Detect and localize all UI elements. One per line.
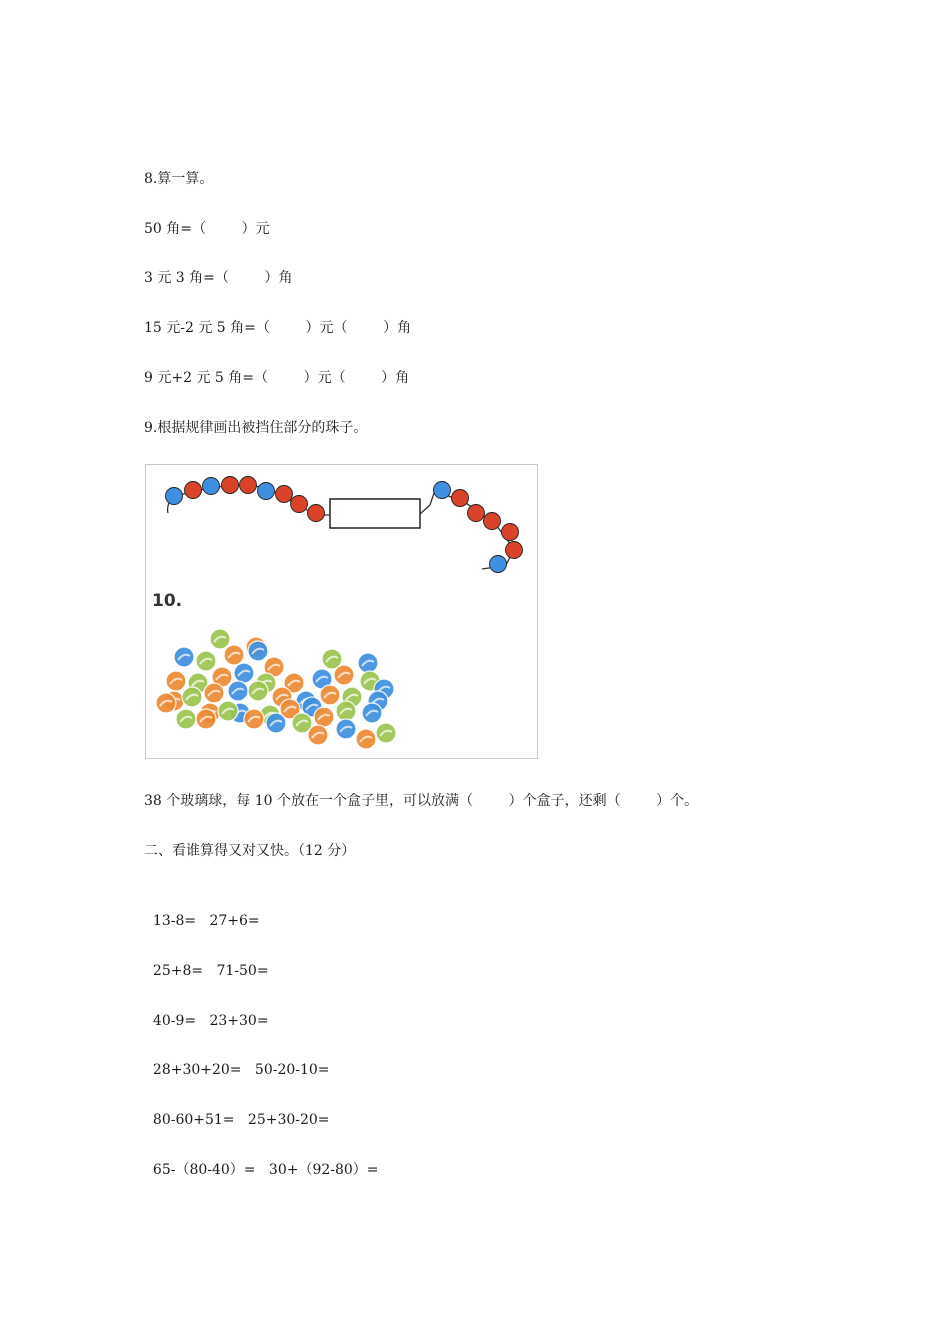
- orange-marble: [308, 725, 328, 745]
- orange-marble: [196, 709, 216, 729]
- red-bead: [468, 505, 485, 522]
- orange-marble: [356, 729, 376, 749]
- blue-marble: [234, 663, 254, 683]
- orange-marble: [244, 709, 264, 729]
- q8-line-1: 50 角=（ ）元: [144, 221, 270, 237]
- red-bead: [222, 477, 239, 494]
- q8-line-4: 9 元+2 元 5 角=（ ）元（ ）角: [144, 370, 410, 386]
- calc-expr: 30+（92-80）=: [268, 1162, 379, 1178]
- red-bead: [240, 477, 257, 494]
- calc-row-6: [144, 1140, 379, 1180]
- blue-bead: [434, 482, 451, 499]
- green-marble: [210, 629, 230, 649]
- calc-expr: 25+8=: [152, 963, 204, 979]
- green-marble: [376, 723, 396, 743]
- calc-expr: 40-9=: [152, 1013, 197, 1029]
- blue-bead: [166, 488, 183, 505]
- red-bead: [276, 486, 293, 503]
- calc-expr: 28+30+20=: [152, 1062, 242, 1078]
- red-bead: [185, 482, 202, 499]
- calc-expr: 50-20-10=: [254, 1062, 330, 1078]
- calc-row-2: [144, 941, 269, 981]
- red-bead: [506, 542, 523, 559]
- orange-marble: [166, 671, 186, 691]
- blue-bead: [203, 478, 220, 495]
- calc-expr: 65-（80-40）=: [152, 1162, 256, 1178]
- orange-marble: [204, 683, 224, 703]
- green-marble: [336, 701, 356, 721]
- section2-title: 二、看谁算得又对又快。（12 分）: [144, 843, 356, 859]
- q8-title: 8.算一算。: [144, 171, 214, 187]
- red-bead: [452, 490, 469, 507]
- blue-marble: [336, 719, 356, 739]
- q8-line-2: 3 元 3 角=（ ）角: [144, 270, 293, 286]
- blue-marble: [174, 647, 194, 667]
- calc-row-3: [144, 991, 269, 1031]
- covered-beads-box: [330, 499, 420, 528]
- calc-expr: 80-60+51=: [152, 1112, 235, 1128]
- blue-marble: [358, 653, 378, 673]
- red-bead: [291, 496, 308, 513]
- orange-marble: [314, 707, 334, 727]
- calc-row-5: [144, 1090, 330, 1130]
- blue-bead: [258, 483, 275, 500]
- blue-marble: [362, 703, 382, 723]
- calc-row-4: [144, 1040, 330, 1080]
- blue-marble: [248, 641, 268, 661]
- green-marble: [196, 651, 216, 671]
- orange-marble: [156, 693, 176, 713]
- calc-expr: 23+30=: [209, 1013, 269, 1029]
- green-marble: [176, 709, 196, 729]
- red-bead: [308, 505, 325, 522]
- orange-marble: [334, 665, 354, 685]
- green-marble: [218, 701, 238, 721]
- calc-expr: 27+6=: [209, 913, 260, 929]
- figure-number: 10.: [152, 591, 183, 611]
- orange-marble: [320, 685, 340, 705]
- blue-bead: [490, 556, 507, 573]
- beads-string-drawing: [146, 465, 537, 758]
- orange-marble: [224, 645, 244, 665]
- calc-expr: 25+30-20=: [247, 1112, 330, 1128]
- blue-marble: [266, 713, 286, 733]
- q10-text: 38 个玻璃球，每 10 个放在一个盒子里，可以放满（ ）个盒子，还剩（ ）个。: [144, 793, 699, 809]
- calc-row-1: [144, 891, 260, 931]
- blue-marble: [228, 681, 248, 701]
- green-marble: [248, 681, 268, 701]
- green-marble: [182, 687, 202, 707]
- beads-and-marbles-figure: [145, 464, 538, 759]
- q9-title: 9.根据规律画出被挡住部分的珠子。: [144, 420, 368, 436]
- calc-expr: 71-50=: [216, 963, 269, 979]
- q8-line-3: 15 元-2 元 5 角=（ ）元（ ）角: [144, 320, 412, 336]
- red-bead: [502, 524, 519, 541]
- red-bead: [484, 513, 501, 530]
- calc-expr: 13-8=: [152, 913, 197, 929]
